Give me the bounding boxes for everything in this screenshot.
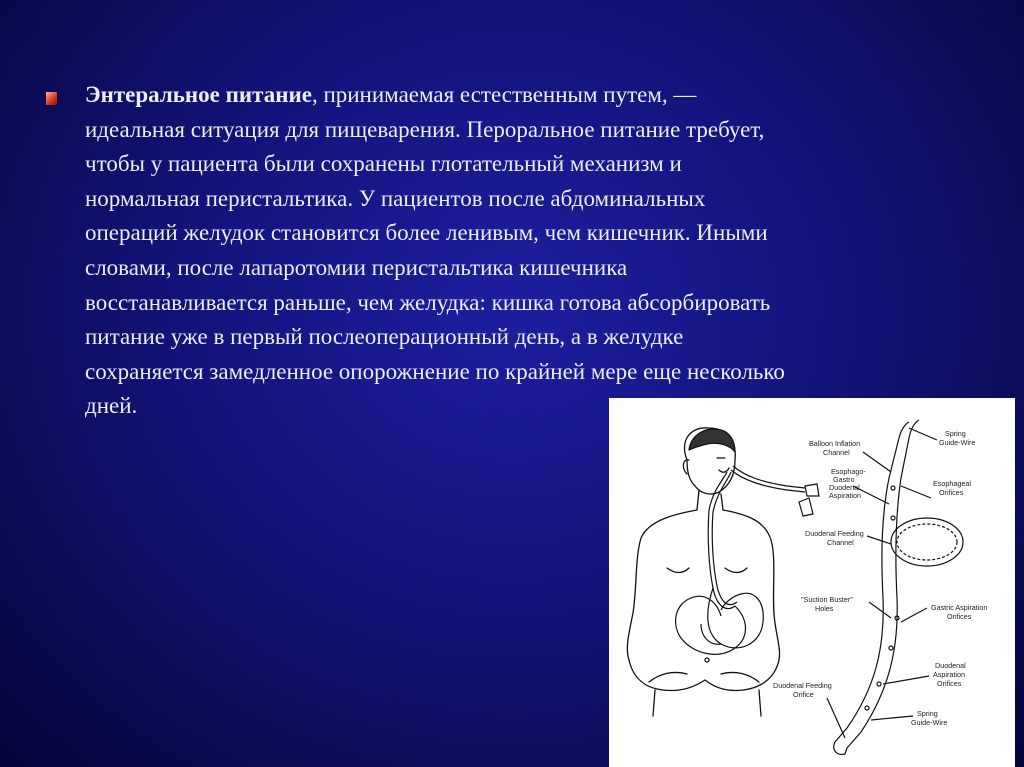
label-duod-feed-ch-1: Duodenal Feeding [805,529,864,538]
text-line-6: словами, после лапаротомии перистальтика кишечника [85,254,628,280]
text-line-5: операций желудок становится более ленивым, чем кишечник. Иными [85,220,768,246]
text-line-9: сохраняется замедленное опорожнение по крайней мере еще несколько [85,358,785,384]
label-esoph-1: Esophago- [831,467,866,476]
label-duod-asp-3: Orifices [937,679,962,688]
diagram-svg [609,398,1015,767]
label-esoph-4: Aspiration [829,491,861,500]
label-balloon-2: Channel [823,448,850,457]
text-line-8: питание уже в первый послеоперационный день, а в желудке [85,324,684,350]
label-gastric-1: Gastric Aspiration [931,603,988,612]
label-balloon-1: Balloon Inflation [809,439,861,448]
patient-figure [627,428,779,716]
label-esoph-orif-1: Esophageal [933,479,971,488]
label-suction-2: Holes [815,604,834,613]
label-duod-feed-orif-2: Orifice [793,690,814,699]
label-duod-feed-ch-2: Channel [827,538,854,547]
text-line-1-rest: , принимаемая естественным путем, — [311,82,697,107]
bullet-marker [46,92,57,105]
text-line-7: восстанавливается раньше, чем желудка: кишка готова абсорбировать [85,289,771,315]
label-spring-top-2: Guide-Wire [939,438,976,447]
text-line-3: чтобы у пациента были сохранены глотательный механизм и [85,151,682,177]
label-spring-bot-1: Spring [917,709,938,718]
label-spring-top-1: Spring [945,429,966,438]
tube-in-body [676,466,819,654]
label-gastric-2: Orifices [947,612,972,621]
label-suction-1: "Suction Buster" [801,595,853,604]
label-esoph-3: Duodenal [829,483,860,492]
label-duod-feed-orif-1: Duodenal Feeding [773,681,832,690]
text-line-10: дней. [85,393,138,419]
term-bold: Энтеральное питание [85,82,312,107]
label-duod-asp-2: Aspiration [933,670,965,679]
text-line-2: идеальная ситуация для пищеварения. Пероральное питание требует, [85,116,765,142]
label-duod-asp-1: Duodenal [935,661,966,670]
label-esoph-2: Gastro [833,475,855,484]
text-line-1 [85,78,985,113]
label-esoph-orif-2: Orifices [939,488,964,497]
text-line-4: нормальная перистальтика. У пациентов после абдоминальных [85,185,706,211]
label-spring-bot-2: Guide-Wire [911,718,948,727]
slide-paragraph [85,78,985,424]
feeding-tube-diagram [609,398,1015,767]
